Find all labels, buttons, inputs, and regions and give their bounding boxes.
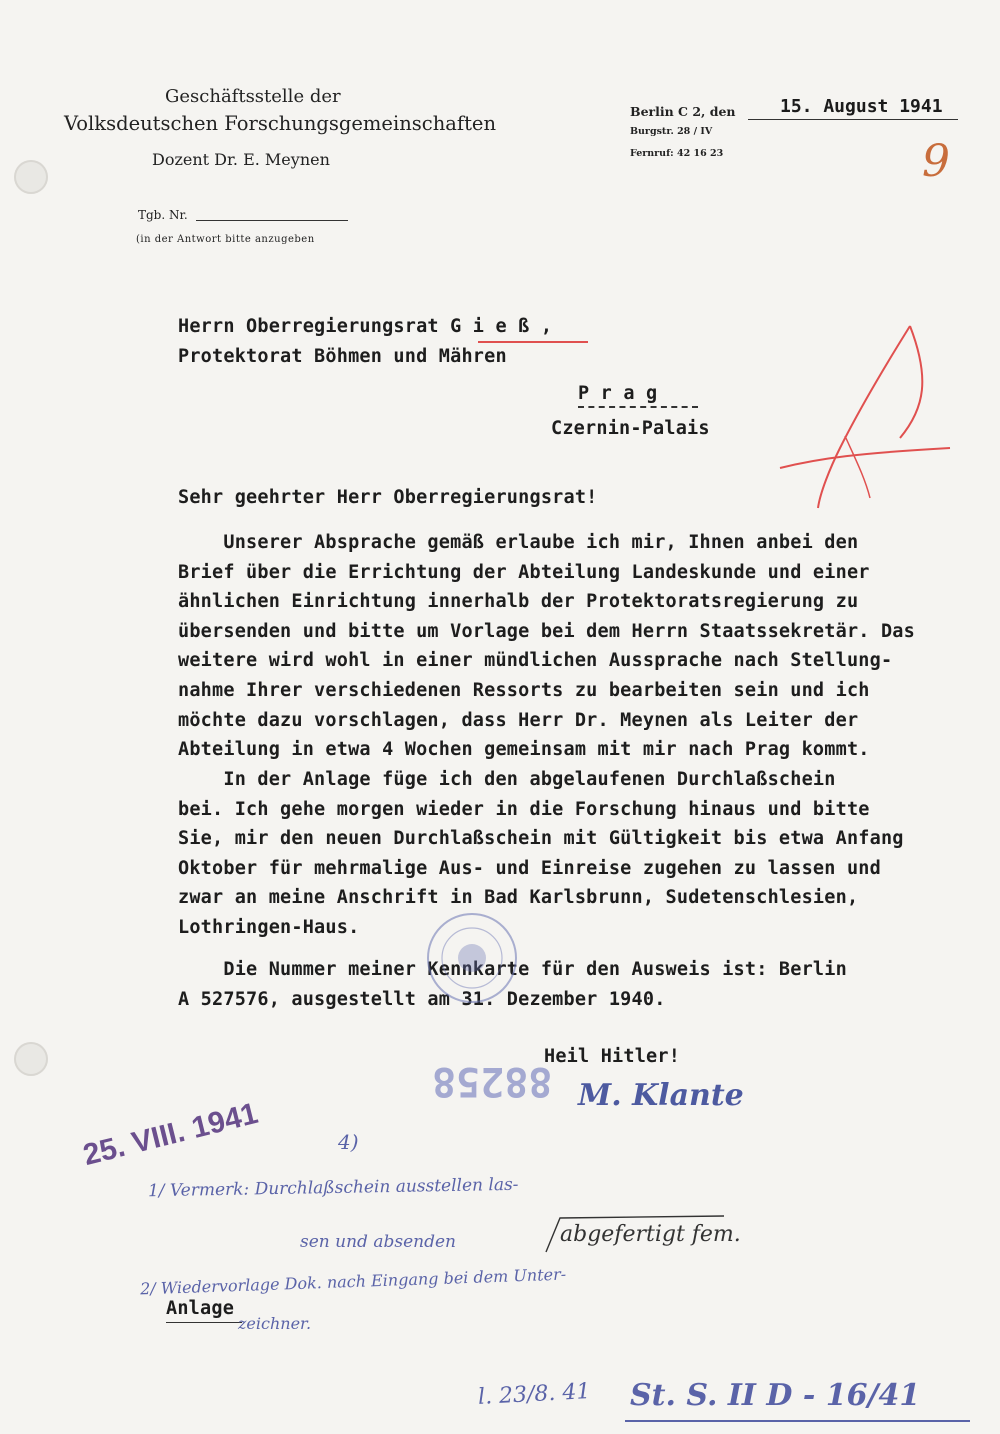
body-line: Lothringen-Haus.: [178, 916, 360, 938]
body-line: Brief über die Errichtung der Abteilung Landeskunde und einer: [178, 561, 870, 583]
street-address: Burgstr. 28 / IV: [630, 126, 713, 137]
body-line: ähnlichen Einrichtung innerhalb der Protektoratsregierung zu: [178, 591, 859, 613]
letterhead-line2: Volksdeutschen Forschungsgemeinschaften: [64, 112, 497, 135]
address-line2: Protektorat Böhmen und Mähren: [178, 346, 507, 367]
tgb-note: (in der Antwort bitte anzugeben: [136, 234, 315, 245]
registry-number-stamp: 88258: [432, 1058, 553, 1104]
red-pencil-mark: [760, 318, 960, 518]
handwritten-initial-date: l. 23/8. 41: [477, 1379, 591, 1410]
received-date-stamp: 25. VIII. 1941: [80, 1096, 262, 1173]
body-line: Unserer Absprache gemäß erlaube ich mir, Ihnen anbei den: [178, 532, 859, 553]
address-place: Czernin-Palais: [551, 418, 710, 439]
handwritten-mark: 4): [338, 1130, 359, 1154]
body-line: In der Anlage füge ich den abgelaufenen Durchlaßschein: [178, 769, 836, 790]
address-line1: Herrn Oberregierungsrat G i e ß ,: [178, 316, 553, 337]
city-underline: [578, 406, 698, 408]
date-rule: [748, 119, 958, 120]
enclosure-underline: [166, 1322, 242, 1323]
letterhead-line3: Dozent Dr. E. Meynen: [152, 150, 330, 169]
paragraph-1: [178, 528, 915, 765]
enclosure-label: Anlage: [166, 1298, 235, 1319]
body-line: weitere wird wohl in einer mündlichen Aussprache nach Stellung-: [178, 650, 893, 672]
handwritten-note-line1: 1/ Vermerk: Durchlaßschein ausstellen las-: [147, 1174, 519, 1202]
body-line: zwar an meine Anschrift in Bad Karlsbrunn, Sudetenschlesien,: [178, 887, 859, 909]
body-line: möchte dazu vorschlagen, dass Herr Dr. Meynen als Leiter der: [178, 709, 859, 731]
paragraph-2: [178, 765, 904, 943]
tgb-rule: [196, 220, 348, 221]
letterhead-line1: Geschäftsstelle der: [165, 86, 341, 107]
handwritten-note-line2: sen und absenden: [300, 1232, 456, 1252]
phone-number: Fernruf: 42 16 23: [630, 148, 724, 159]
punch-hole-top: [14, 160, 48, 194]
handwritten-note-processed: abgefertigt fem.: [560, 1222, 741, 1247]
handwritten-reference: St. S. II D - 16/41: [630, 1378, 921, 1413]
closing: Heil Hitler!: [544, 1046, 681, 1067]
body-line: übersenden und bitte um Vorlage bei dem Herrn Staatssekretär. Das: [178, 620, 915, 642]
handwritten-note-line4: 2/ Wiedervorlage Dok. nach Eingang bei dem Unter-: [139, 1264, 567, 1299]
letter-date: 15. August 1941: [780, 96, 943, 117]
signature: M. Klante: [578, 1078, 744, 1113]
body-line: bei. Ich gehe morgen wieder in die Forschung hinaus und bitte: [178, 798, 870, 820]
round-seal-stamp: [422, 908, 522, 1008]
reference-underline: [625, 1420, 970, 1422]
tgb-label: Tgb. Nr.: [138, 208, 188, 222]
body-line: Sie, mir den neuen Durchlaßschein mit Gültigkeit bis etwa Anfang: [178, 828, 904, 850]
city-label: Berlin C 2, den: [630, 104, 736, 119]
salutation: Sehr geehrter Herr Oberregierungsrat!: [178, 487, 598, 508]
handwritten-note-line5: zeichner.: [238, 1314, 312, 1333]
punch-hole-bottom: [14, 1042, 48, 1076]
page-number-mark: 9: [922, 136, 950, 187]
body-line: Die Nummer meiner Kennkarte für den Ausweis ist: Berlin: [178, 959, 847, 980]
body-line: A 527576, ausgestellt am 31. Dezember 1940.: [178, 988, 666, 1010]
body-line: Oktober für mehrmalige Aus- und Einreise zugehen zu lassen und: [178, 857, 881, 879]
processed-bracket: [540, 1212, 730, 1256]
body-line: Abteilung in etwa 4 Wochen gemeinsam mit mir nach Prag kommt.: [178, 739, 870, 761]
address-city: P r a g: [578, 383, 658, 404]
body-line: nahme Ihrer verschiedenen Ressorts zu bearbeiten sein und ich: [178, 679, 870, 701]
